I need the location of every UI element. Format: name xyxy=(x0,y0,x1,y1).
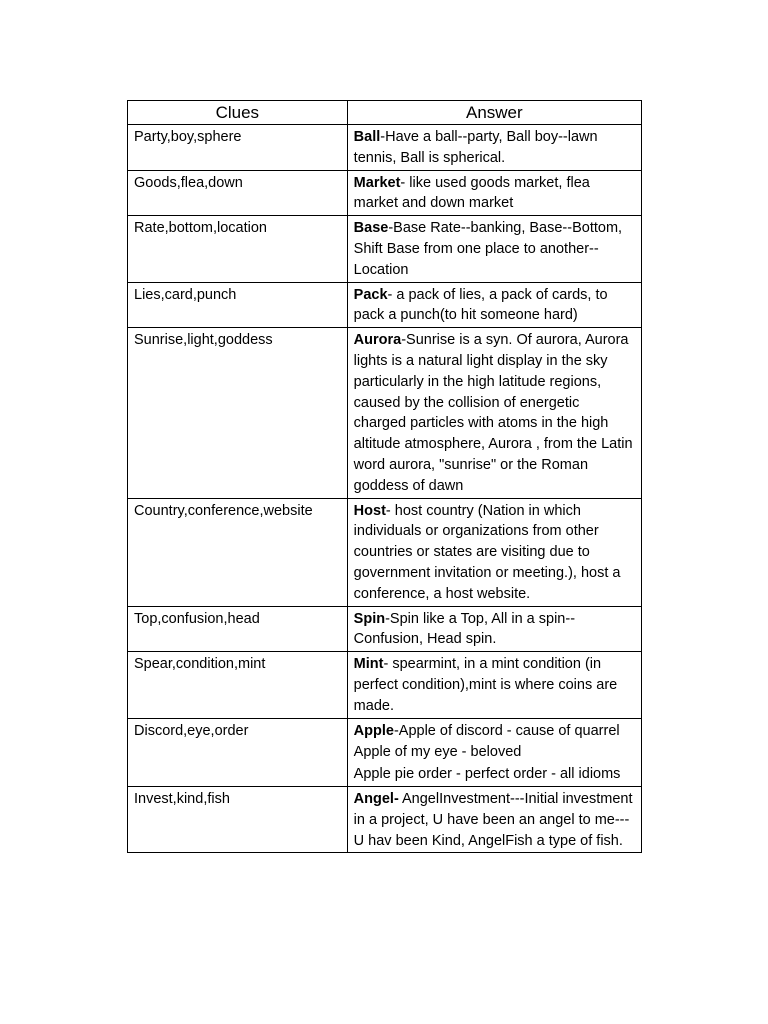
answer-explanation: -Apple of discord - cause of quarrel xyxy=(393,722,620,739)
table-row xyxy=(128,328,642,498)
clue-cell: Country,conference,website xyxy=(128,498,348,606)
answer-explanation: - like used goods market, flea market and down market xyxy=(353,174,590,212)
answer-term: Apple xyxy=(353,722,394,739)
table-row xyxy=(128,498,642,606)
answer-line xyxy=(354,789,635,851)
table-row xyxy=(128,125,642,171)
answer-term: Host xyxy=(353,502,386,519)
answer-cell xyxy=(347,170,641,216)
answer-term: Spin xyxy=(353,610,386,627)
answer-line xyxy=(354,721,635,742)
answer-explanation: Apple of my eye - beloved xyxy=(353,744,522,761)
answer-explanation: -Sunrise is a syn. Of aurora, Aurora lights is a natural light display in the sky particularly in the high latitude regions, caused by the collision of energetic charged particles with atoms in the high altitude atmosphere, Aurora , from the Latin word aurora, "sunrise" or the Roman goddess of dawn xyxy=(353,332,633,494)
answer-explanation: -Base Rate--banking, Base--Bottom, Shift Base from one place to another--Location xyxy=(353,220,623,278)
table-row xyxy=(128,170,642,216)
table-row xyxy=(128,282,642,328)
answer-term: Pack xyxy=(353,286,388,303)
answer-explanation: - spearmint, in a mint condition (in perfect condition),mint is where coins are made. xyxy=(353,656,618,714)
answer-line xyxy=(354,501,635,605)
clue-cell: Lies,card,punch xyxy=(128,282,348,328)
answer-explanation: -Spin like a Top, All in a spin--Confusion, Head spin. xyxy=(353,610,576,648)
table-row xyxy=(128,606,642,652)
clue-cell: Rate,bottom,location xyxy=(128,216,348,282)
answer-term: Aurora xyxy=(353,332,402,349)
clue-cell: Invest,kind,fish xyxy=(128,786,348,852)
answer-cell xyxy=(347,216,641,282)
clue-cell: Discord,eye,order xyxy=(128,718,348,786)
clue-cell: Top,confusion,head xyxy=(128,606,348,652)
answer-line xyxy=(354,127,635,169)
clue-cell: Sunrise,light,goddess xyxy=(128,328,348,498)
answer-term: Mint xyxy=(353,656,384,673)
answer-term: Market xyxy=(353,174,401,191)
header-row xyxy=(128,101,642,125)
answer-cell xyxy=(347,606,641,652)
answer-header: Answer xyxy=(347,101,641,125)
answer-term: Ball xyxy=(353,129,381,145)
answer-line xyxy=(354,764,635,785)
table-row xyxy=(128,652,642,718)
answer-line xyxy=(354,173,635,215)
table-row xyxy=(128,216,642,282)
answer-line xyxy=(354,654,635,716)
answer-cell xyxy=(347,282,641,328)
answer-cell xyxy=(347,786,641,852)
answer-cell xyxy=(347,498,641,606)
table-body xyxy=(128,125,642,853)
clues-answer-table xyxy=(127,100,642,853)
answer-line xyxy=(354,218,635,280)
answer-line xyxy=(354,330,635,496)
table-header xyxy=(128,101,642,125)
answer-explanation: - a pack of lies, a pack of cards, to pack a punch(to hit someone hard) xyxy=(353,286,608,324)
answer-cell xyxy=(347,718,641,786)
answer-explanation: Apple pie order - perfect order - all idioms xyxy=(353,766,621,783)
answer-term: Base xyxy=(353,220,389,237)
answer-line xyxy=(354,609,635,651)
table-row xyxy=(128,718,642,786)
answer-explanation: AngelInvestment---Initial investment in a project, U have been an angel to me---U hav been Kind, AngelFish a type of fish. xyxy=(353,790,633,849)
answer-line xyxy=(354,285,635,327)
answer-term: Angel- xyxy=(353,790,399,807)
clue-cell: Spear,condition,mint xyxy=(128,652,348,718)
table-row xyxy=(128,786,642,852)
clue-cell: Goods,flea,down xyxy=(128,170,348,216)
answer-cell xyxy=(347,652,641,718)
answer-cell xyxy=(347,328,641,498)
answer-cell xyxy=(347,125,641,171)
clue-cell: Party,boy,sphere xyxy=(128,125,348,171)
answer-line xyxy=(354,742,635,763)
answer-explanation: -Have a ball--party, Ball boy--lawn tennis, Ball is spherical. xyxy=(353,129,598,166)
clues-header: Clues xyxy=(128,101,348,125)
answer-explanation: - host country (Nation in which individuals or organizations from other countries or states are visiting due to government invitation or meeting.), host a conference, a host website. xyxy=(353,502,621,602)
